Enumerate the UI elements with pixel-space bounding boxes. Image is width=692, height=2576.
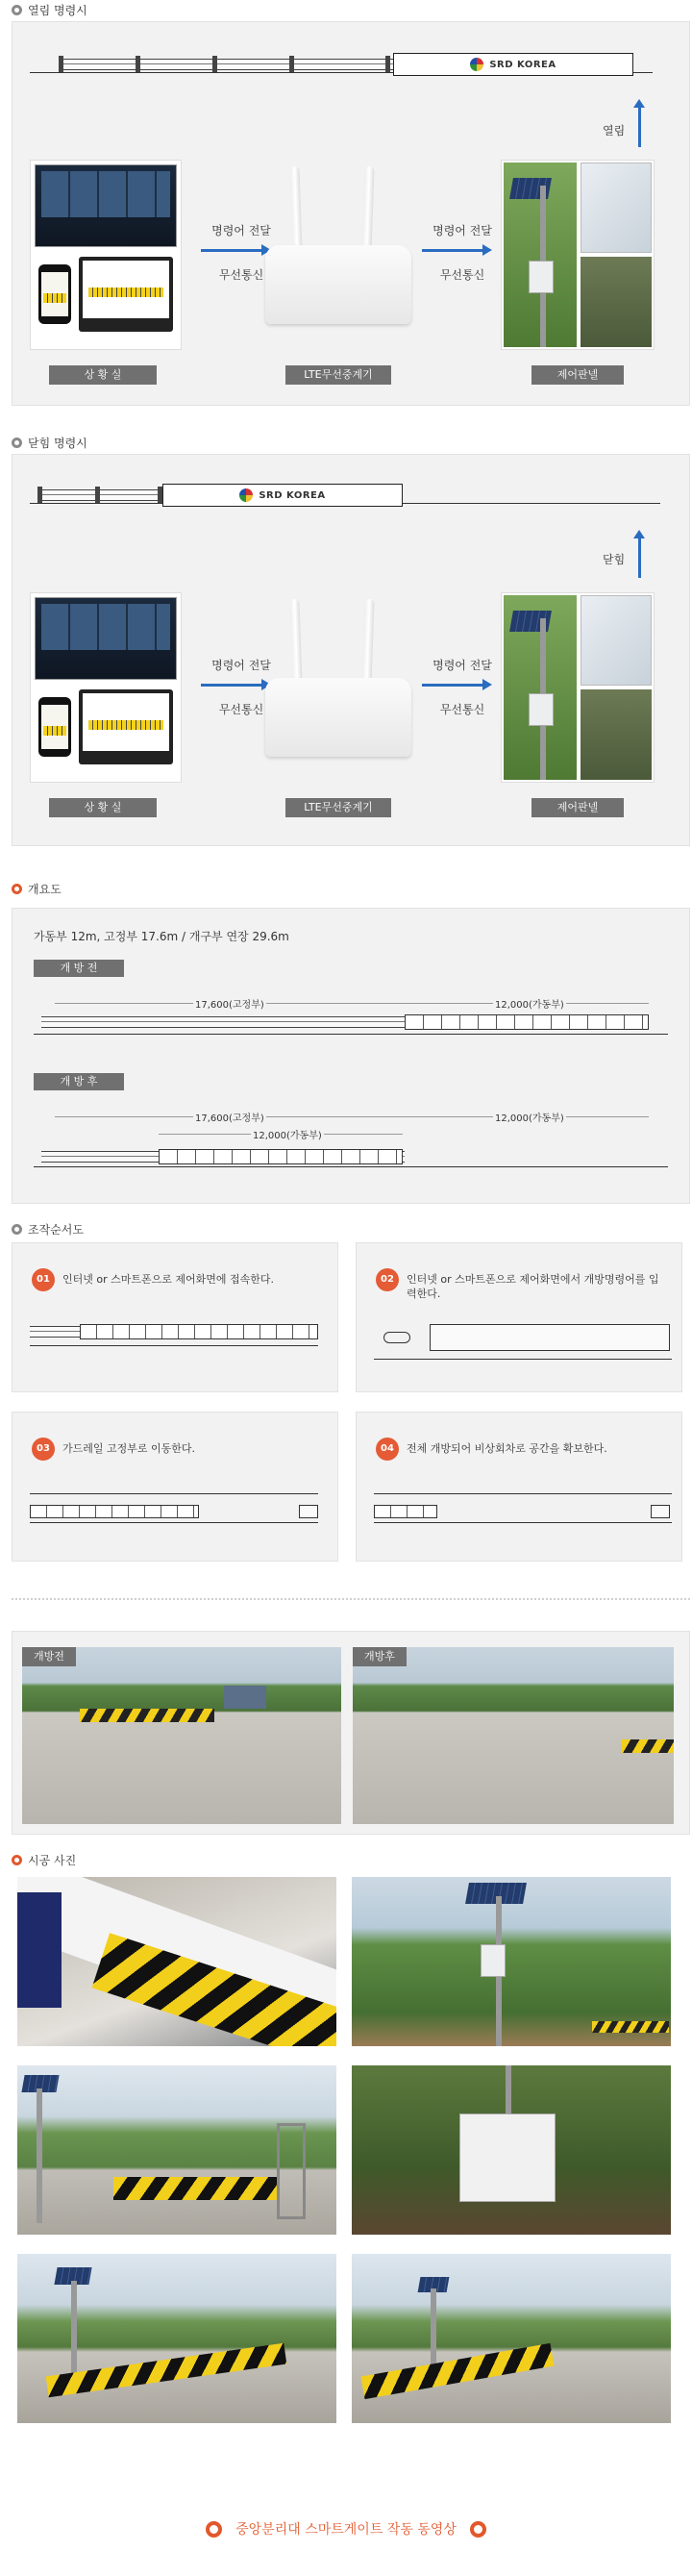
control-room-image	[30, 160, 182, 350]
step-number: 02	[376, 1268, 399, 1291]
after-tag: 개 방 후	[34, 1073, 124, 1090]
construction-photo-5	[17, 2254, 336, 2423]
moving-section-after	[159, 1149, 403, 1164]
control-room-image	[30, 592, 182, 783]
construction-photo-4	[352, 2065, 671, 2235]
section-title-open: 열림 명령시	[12, 2, 87, 18]
router-image	[265, 678, 411, 757]
section-title-overview: 개요도	[12, 881, 62, 897]
cmd-send-label-2: 명령어 전달	[432, 659, 492, 672]
relay-label: LTE무선중계기	[285, 798, 391, 817]
rail-diagram-close	[12, 455, 689, 522]
step-number: 04	[376, 1438, 399, 1461]
construction-photo-2	[352, 1877, 671, 2046]
cmd-send-label-2: 명령어 전달	[432, 224, 492, 238]
guardrail-fixed	[37, 489, 162, 501]
construction-photo-6	[352, 2254, 671, 2423]
construction-photo-1	[17, 1877, 336, 2046]
section-title-procedure: 조작순서도	[12, 1221, 84, 1238]
guardrail-fixed	[59, 59, 405, 70]
right-arrow-icon	[201, 249, 262, 252]
step-text: 인터넷 or 스마트폰으로 제어화면에 접속한다.	[62, 1273, 275, 1286]
fixed-dim-label-after: 17,600(고정부)	[193, 1110, 266, 1124]
moving-section	[405, 1014, 649, 1030]
srd-banner: SRD KOREA	[162, 484, 403, 507]
relay-label: LTE무선중계기	[285, 365, 391, 385]
overview-summary: 가동부 12m, 고정부 17.6m / 개구부 연장 29.6m	[34, 930, 289, 943]
bullet-icon	[12, 1224, 22, 1235]
fixed-section	[41, 1016, 405, 1028]
before-photo-tag: 개방전	[22, 1647, 76, 1666]
step-text: 가드레일 고정부로 이동한다.	[62, 1442, 196, 1455]
step-card-4	[356, 1412, 682, 1562]
before-after-panel	[12, 1631, 690, 1835]
panel-label: 제어판넬	[531, 365, 624, 385]
cmd-send-label-1: 명령어 전달	[211, 659, 271, 672]
control-panel-image	[501, 160, 655, 350]
open-command-panel	[12, 21, 690, 406]
step-card-3	[12, 1412, 338, 1562]
control-room-label: 상 황 실	[49, 798, 157, 817]
moving-dim-label-after: 12,000(가동부)	[493, 1110, 566, 1124]
section-title-close: 닫힘 명령시	[12, 435, 87, 451]
step-card-1	[12, 1242, 338, 1392]
wireless-label-1: 무선통신	[218, 268, 264, 282]
bullet-icon	[12, 5, 22, 15]
step-text: 전체 개방되어 비상회차로 공간을 확보한다.	[407, 1442, 607, 1455]
step-number: 01	[32, 1268, 55, 1291]
ring-icon	[206, 2521, 222, 2538]
rail-diagram-open	[12, 22, 689, 89]
step-card-2	[356, 1242, 682, 1392]
ring-icon	[470, 2521, 486, 2538]
wireless-label-2: 무선통신	[439, 268, 485, 282]
section-title-photos: 시공 사진	[12, 1852, 76, 1868]
before-photo	[22, 1647, 341, 1824]
panel-label: 제어판넬	[531, 798, 624, 817]
bullet-icon	[12, 884, 22, 894]
up-arrow-icon	[638, 107, 641, 147]
moving-dim-label-overlap: 12,000(가동부)	[251, 1127, 324, 1141]
close-label: 닫힘	[603, 553, 626, 566]
overview-panel	[12, 908, 690, 1204]
wireless-label-2: 무선통신	[439, 703, 485, 716]
bullet-icon	[12, 1855, 22, 1865]
control-panel-image	[501, 592, 655, 783]
fixed-dim-label: 17,600(고정부)	[193, 996, 266, 1011]
srd-logo-icon	[470, 58, 483, 71]
wireless-label-1: 무선통신	[218, 703, 264, 716]
right-arrow-icon	[422, 249, 483, 252]
divider	[12, 1598, 690, 1600]
right-arrow-icon	[422, 684, 483, 687]
control-room-label: 상 황 실	[49, 365, 157, 385]
moving-dim-label: 12,000(가동부)	[493, 996, 566, 1011]
up-arrow-icon	[638, 538, 641, 578]
cmd-send-label-1: 명령어 전달	[211, 224, 271, 238]
after-photo-tag: 개방후	[353, 1647, 407, 1666]
srd-logo-icon	[239, 488, 253, 502]
step-text: 인터넷 or 스마트폰으로 제어화면에서 개방명령어를 입력한다.	[407, 1273, 659, 1300]
close-command-panel	[12, 454, 690, 846]
right-arrow-icon	[201, 684, 262, 687]
router-image	[265, 245, 411, 324]
before-tag: 개 방 전	[34, 960, 124, 977]
construction-photo-3	[17, 2065, 336, 2235]
srd-banner: SRD KOREA	[393, 53, 633, 76]
after-photo	[353, 1647, 674, 1824]
step-number: 03	[32, 1438, 55, 1461]
video-title: 중앙분리대 스마트게이트 작동 동영상	[235, 2522, 457, 2538]
bullet-icon	[12, 438, 22, 448]
video-link[interactable]	[0, 2519, 692, 2538]
open-label: 열림	[603, 124, 626, 138]
